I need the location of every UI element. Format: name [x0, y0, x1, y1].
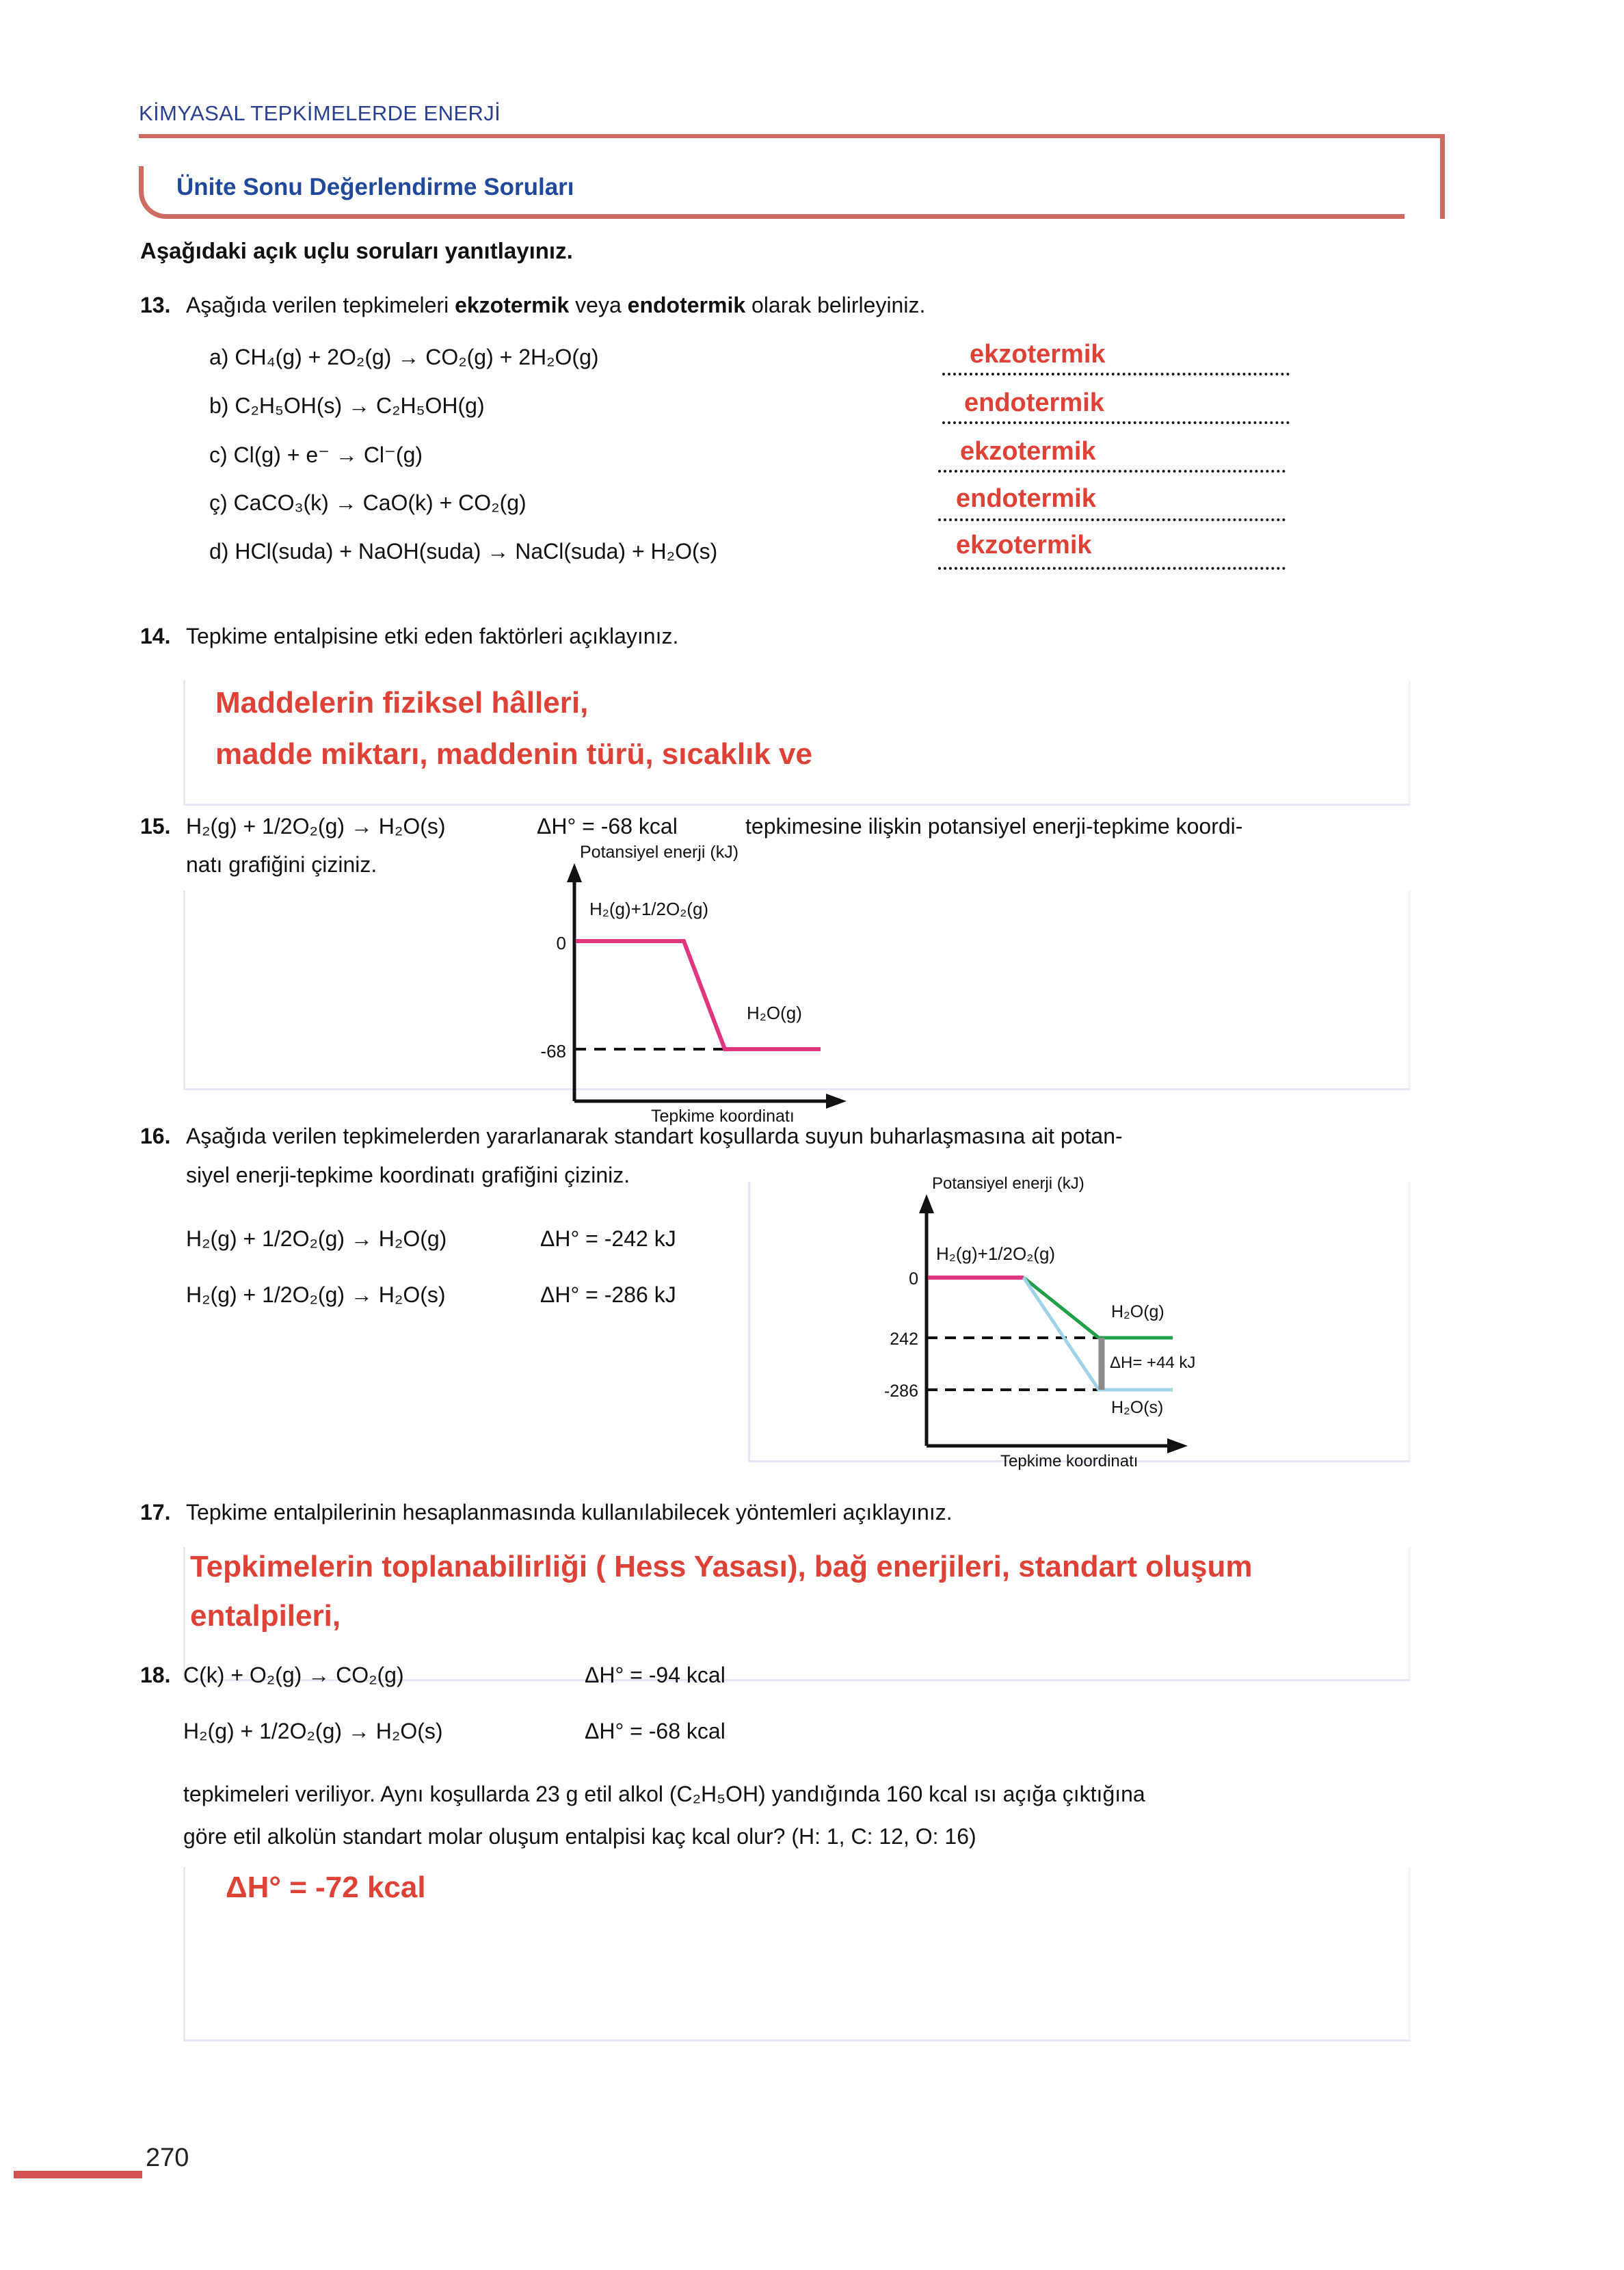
q13-prompt-bold-ekzotermik: ekzotermik: [455, 293, 570, 317]
graph-q16-ytick-0: 0: [909, 1269, 918, 1289]
question-15-prompt-line2: natı grafiğini çiziniz.: [186, 852, 377, 877]
q13-answer-rule-4: [938, 518, 1286, 521]
question-14-prompt: Tepkime entalpisine etki eden faktörleri açıklayınız.: [186, 624, 679, 648]
graph-q16-ytick-242: 242: [890, 1330, 918, 1349]
question-16-prompt-line2: siyel enerji-tepkime koordinatı grafiğini çiziniz.: [186, 1163, 630, 1187]
graph-q15-ytick-neg68: -68: [540, 1041, 566, 1061]
question-15-equation: H₂(g) + 1/2O₂(g) → H₂O(s): [186, 814, 446, 839]
q17-answer-line-2: entalpileri,: [190, 1599, 341, 1633]
graph-q16-label-reactants: H₂(g)+1/2O₂(g): [936, 1243, 1056, 1264]
question-15-number: 15.: [140, 814, 171, 839]
q18-answer: ΔH° = -72 kcal: [226, 1871, 426, 1904]
graph-q16-label-gas: H₂O(g): [1111, 1302, 1164, 1321]
graph-q15-y-axis-title: Potansiyel enerji (kJ): [580, 843, 739, 862]
q18-equation-2: H₂(g) + 1/2O₂(g) → H₂O(s): [183, 1719, 443, 1743]
q13-item-b: b) C₂H₅OH(s) → C₂H₅OH(g): [209, 393, 485, 418]
q13-answer-2: endotermik: [964, 388, 1104, 417]
page-number: 270: [146, 2143, 189, 2172]
q13-answer-4: endotermik: [956, 484, 1096, 513]
q18-equation-2-delta: ΔH° = -68 kcal: [585, 1719, 726, 1743]
instruction-text: Aşağıdaki açık uçlu soruları yanıtlayınız.: [140, 238, 573, 263]
graph-q16-y-arrow: [919, 1194, 934, 1213]
graph-q16-ytick-neg286: -286: [883, 1382, 918, 1401]
unit-title: [176, 174, 574, 201]
question-16-prompt-line1: Aşağıda verilen tepkimelerden yararlanarak standart koşullarda suyun buharlaşmasına ait potan-: [186, 1124, 1123, 1148]
q13-item-d: ç) CaCO₃(k) → CaO(k) + CO₂(g): [209, 490, 527, 515]
graph-q16: [851, 1170, 1234, 1470]
graph-q16-x-axis-title: Tepkime koordinatı: [1000, 1452, 1139, 1470]
question-18-number: 18.: [140, 1663, 171, 1687]
q13-answer-3: ekzotermik: [960, 437, 1096, 466]
q13-answer-1: ekzotermik: [970, 340, 1106, 369]
graph-q15-reaction-path: [576, 941, 821, 1049]
q18-body-line-1: tepkimeleri veriliyor. Aynı koşullarda 23 g etil alkol (C₂H₅OH) yandığında 160 kcal ısı açığa çıktığına: [183, 1782, 1145, 1806]
question-17-number: 17.: [140, 1500, 171, 1525]
q13-item-a: a) CH₄(g) + 2O₂(g) → CO₂(g) + 2H₂O(g): [209, 345, 599, 369]
graph-q15-svg: [479, 840, 862, 1127]
question-16-number: 16.: [140, 1124, 171, 1148]
running-head: KİMYASAL TEPKİMELERDE ENERJİ: [139, 101, 501, 125]
question-13-prompt: [186, 293, 925, 318]
q16-equation-1-delta: ΔH° = -242 kJ: [540, 1226, 676, 1251]
graph-q15: [479, 840, 862, 1127]
q13-answer-5: ekzotermik: [956, 531, 1092, 559]
q13-prompt-bold-endotermik: endotermik: [627, 293, 746, 317]
q13-answer-rule-3: [938, 470, 1286, 473]
q14-answer-line-2: madde miktarı, maddenin türü, sıcaklık ve: [215, 737, 812, 771]
q13-prompt-b: veya: [569, 293, 628, 317]
question-14-number: 14.: [140, 624, 171, 648]
q18-body-line-2: göre etil alkolün standart molar oluşum entalpisi kaç kcal olur? (H: 1, C: 12, O: 16): [183, 1824, 976, 1849]
q18-equation-1: C(k) + O₂(g) → CO₂(g): [183, 1663, 404, 1687]
graph-q15-y-arrow: [567, 863, 582, 882]
q13-item-e: d) HCl(suda) + NaOH(suda) → NaCl(suda) + H₂O(s): [209, 539, 718, 564]
q13-answer-rule-2: [942, 421, 1290, 424]
footer-bar: [14, 2171, 142, 2178]
graph-q15-ytick-0: 0: [556, 933, 566, 953]
q14-answer-line-1: Maddelerin fiziksel hâlleri,: [215, 686, 589, 720]
question-15-delta: ΔH° = -68 kcal: [537, 814, 678, 839]
question-15-prompt-tail: tepkimesine ilişkin potansiyel enerji-tepkime koordi-: [745, 814, 1243, 839]
graph-q16-svg: [851, 1170, 1234, 1470]
question-13-number: 13.: [140, 293, 171, 317]
graph-q15-x-arrow: [826, 1094, 847, 1109]
question-17-prompt: Tepkime entalpilerinin hesaplanmasında kullanılabilecek yöntemleri açıklayınız.: [186, 1500, 953, 1525]
graph-q15-label-product: H₂O(g): [747, 1003, 802, 1023]
q13-prompt-c: olarak belirleyiniz.: [745, 293, 926, 317]
unit-title-text: Ünite Sonu Değerlendirme Soruları: [176, 174, 574, 200]
graph-q16-x-arrow: [1167, 1438, 1188, 1453]
q13-answer-rule-1: [942, 373, 1290, 375]
graph-q15-label-reactants: H₂(g)+1/2O₂(g): [589, 899, 709, 919]
q16-equation-2-delta: ΔH° = -286 kJ: [540, 1282, 676, 1307]
graph-q16-label-liquid: H₂O(s): [1111, 1398, 1164, 1417]
q16-equation-1: H₂(g) + 1/2O₂(g) → H₂O(g): [186, 1226, 447, 1251]
q13-prompt-a: Aşağıda verilen tepkimeleri: [186, 293, 455, 317]
q18-equation-1-delta: ΔH° = -94 kcal: [585, 1663, 726, 1687]
q13-item-c: c) Cl(g) + e⁻ → Cl⁻(g): [209, 443, 423, 467]
q16-equation-2: H₂(g) + 1/2O₂(g) → H₂O(s): [186, 1282, 446, 1307]
graph-q16-label-delta: ΔH= +44 kJ: [1110, 1354, 1196, 1372]
graph-q15-x-axis-title: Tepkime koordinatı: [651, 1107, 795, 1126]
q13-answer-rule-5: [938, 567, 1286, 570]
q17-answer-line-1: Tepkimelerin toplanabilirliği ( Hess Yasası), bağ enerjileri, standart oluşum: [190, 1550, 1253, 1583]
graph-q16-y-axis-title: Potansiyel enerji (kJ): [932, 1174, 1084, 1193]
